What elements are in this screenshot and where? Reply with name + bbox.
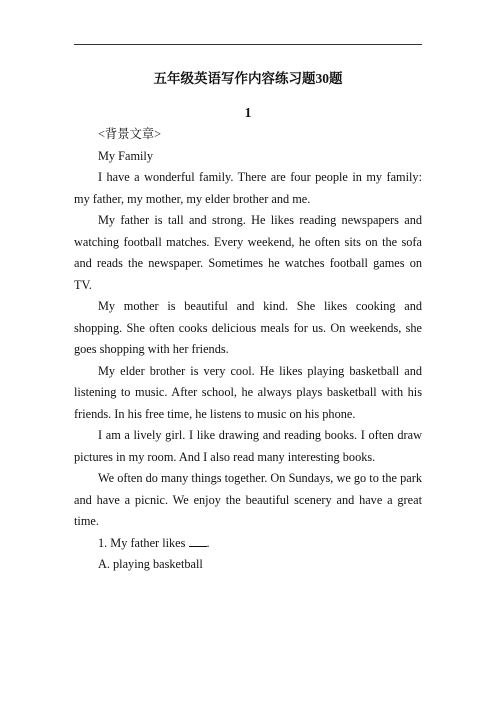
question-stem: 1. My father likes bbox=[98, 535, 186, 550]
paragraph-3: My mother is beautiful and kind. She likes cooking and shopping. She often cooks delicious meals for us. On weekends, she goes shopping with her friends. bbox=[74, 299, 422, 356]
header-rule bbox=[74, 44, 422, 45]
option-a: A. playing basketball bbox=[98, 557, 203, 571]
passage-content bbox=[74, 124, 422, 576]
paragraph-1: I have a wonderful family. There are four people in my family: my father, my mother, my elder brother and me. bbox=[74, 170, 422, 206]
passage-title: My Family bbox=[98, 148, 153, 163]
section-number: 1 bbox=[244, 105, 252, 120]
question-stem-end: . bbox=[206, 535, 210, 550]
document-title: 五年级英语写作内容练习题30题 bbox=[153, 71, 343, 86]
question-1 bbox=[74, 533, 422, 555]
paragraph-6: We often do many things together. On Sundays, we go to the park and have a picnic. We enjoy the beautiful scenery and have a great time. bbox=[74, 471, 422, 528]
answer-blank[interactable] bbox=[189, 534, 207, 547]
paragraph-4: My elder brother is very cool. He likes playing basketball and listening to music. After school, he always plays basketball with his friends. In his free time, he listens to music on his phone. bbox=[74, 363, 422, 421]
passage-label: <背景文章> bbox=[98, 127, 162, 141]
paragraph-2: My father is tall and strong. He likes reading newspapers and watching football matches. Every weekend, he often sits on the sofa and reads the newspaper. Sometimes he watches football games on TV. bbox=[74, 213, 422, 292]
paragraph-5: I am a lively girl. I like drawing and reading books. I often draw pictures in my room. And I also read many interesting books. bbox=[74, 428, 422, 464]
